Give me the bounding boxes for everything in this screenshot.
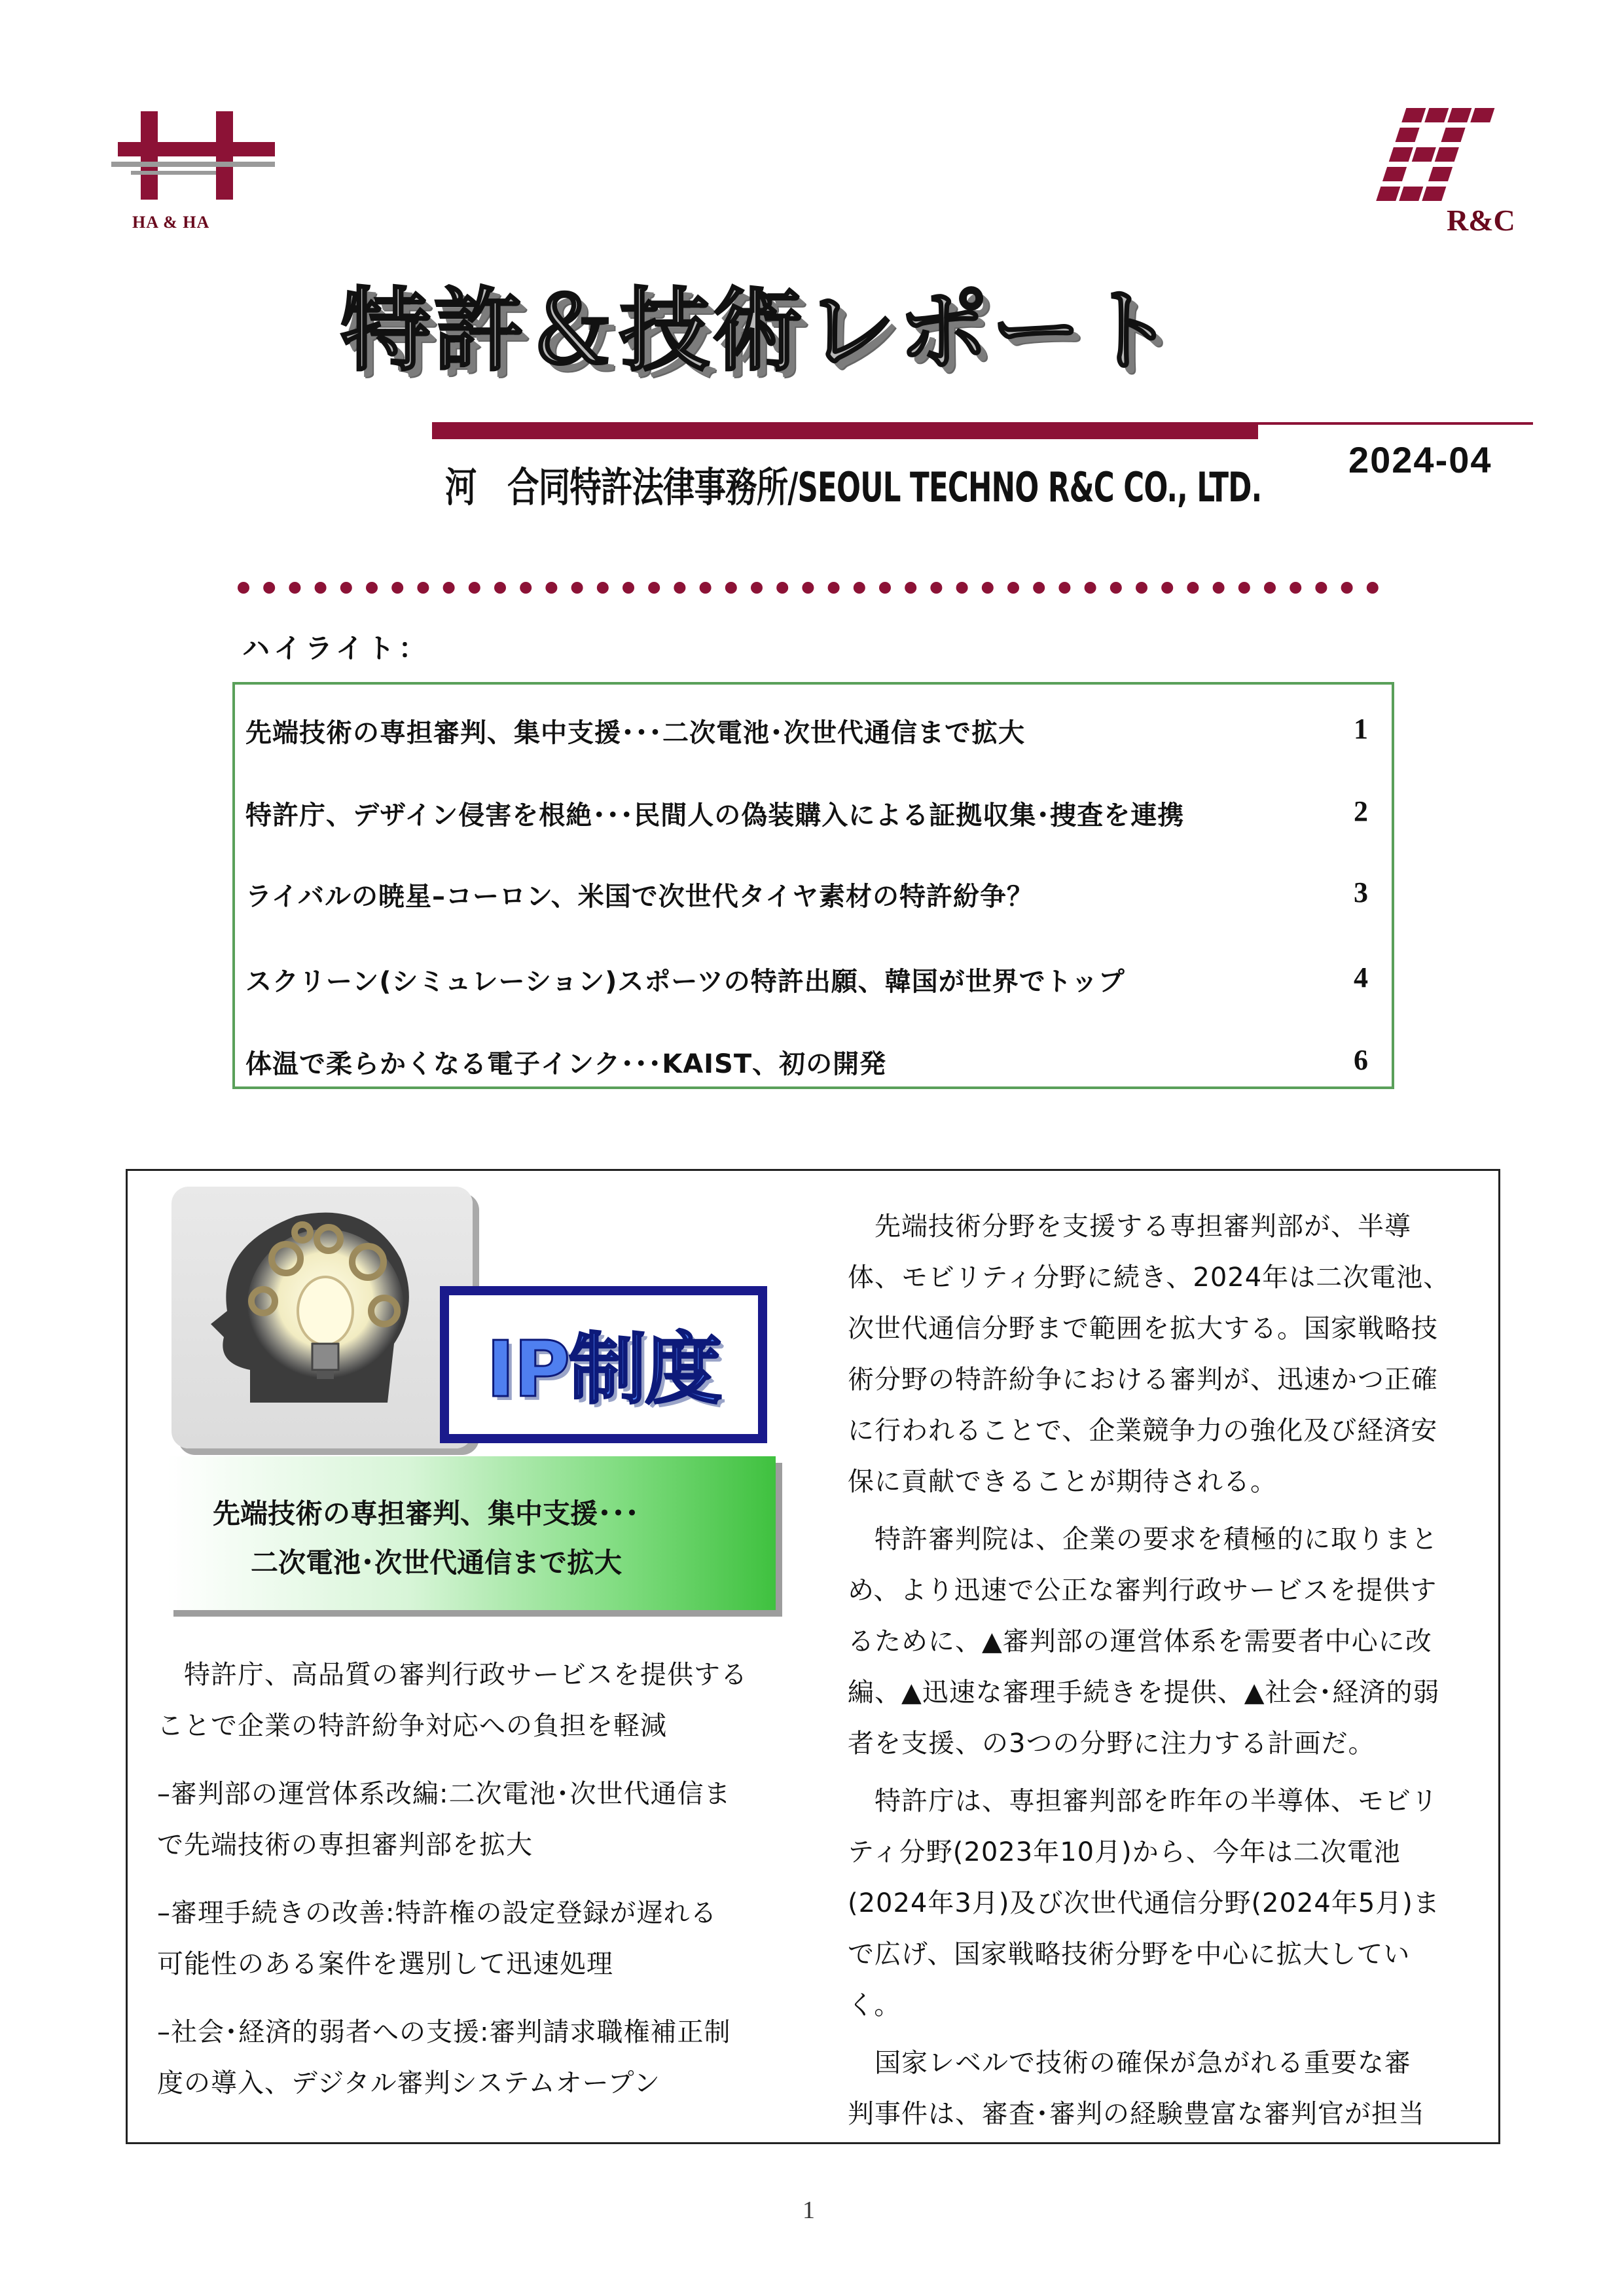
separator-dot [930, 582, 942, 594]
separator-dot [1341, 582, 1353, 594]
logo-right-caption: R&C [1447, 204, 1515, 237]
separator-dot [1058, 582, 1070, 594]
separator-dot [648, 582, 660, 594]
issue-date: 2024-04 [1348, 439, 1492, 480]
logo-left-caption: HA & HA [132, 213, 210, 232]
separator-dot [802, 582, 814, 594]
separator-dot [1367, 582, 1379, 594]
title-underline-thin [1258, 422, 1533, 425]
toc-item-title: 先端技術の専担審判、集中支援･･･二次電池･次世代通信まで拡大 [245, 718, 1025, 748]
separator-dot [520, 582, 532, 594]
toc-item-page: 4 [1354, 961, 1368, 994]
separator-dot [1290, 582, 1301, 594]
summary-paragraph [157, 1649, 748, 1751]
firm-name: 河 合同特許法律事務所/SEOUL TECHNO R&C CO., LTD. [445, 463, 1262, 511]
text-line: く。 [848, 1990, 901, 2020]
separator-dot [1136, 582, 1147, 594]
highlights-label: ハイライト： [242, 632, 430, 664]
brain-lightbulb-icon [171, 1187, 473, 1448]
separator-dot [494, 582, 506, 594]
text-line: 国家レベルで技術の確保が急がれる重要な審 [848, 2048, 1411, 2078]
text-line: –審理手続きの改善:特許権の設定登録が遅れる [157, 1898, 717, 1928]
text-line: ことで企業の特許紛争対応への負担を軽減 [157, 1711, 667, 1741]
ha-logo-mark-icon [111, 108, 281, 213]
separator-dot [982, 582, 994, 594]
separator-dot [571, 582, 583, 594]
separator-dot [1007, 582, 1019, 594]
page-number: 1 [803, 2197, 815, 2224]
text-line: 可能性のある案件を選別して迅速処理 [157, 1949, 613, 1979]
article-headline-line1: 先端技術の専担審判、集中支援･･･ [213, 1498, 640, 1530]
separator-dot [1315, 582, 1327, 594]
separator-dot [391, 582, 403, 594]
separator-dot [854, 582, 865, 594]
text-line: 判事件は、審査･審判の経験豊富な審判官が担当 [848, 2099, 1425, 2129]
text-line: (2024年3月)及び次世代通信分野(2024年5月)ま [848, 1888, 1440, 1918]
article-headline-banner [167, 1456, 776, 1610]
article-headline-line2: 二次電池･次世代通信まで拡大 [251, 1547, 623, 1579]
text-line: 特許審判院は、企業の要求を積極的に取りまと [848, 1524, 1438, 1554]
text-line: 編、▲迅速な審理手続きを提供、▲社会･経済的弱 [848, 1677, 1440, 1708]
toc-item-title: スクリーン(シミュレーション)スポーツの特許出願、韓国が世界でトップ [245, 967, 1125, 997]
body-paragraph [848, 2037, 1425, 2140]
seoul-techno-logo [1368, 105, 1551, 242]
separator-dot [956, 582, 968, 594]
body-paragraph [848, 1201, 1450, 1507]
separator-dot [879, 582, 891, 594]
separator-dot [905, 582, 916, 594]
separator-dot [417, 582, 429, 594]
separator-dot [469, 582, 480, 594]
toc-item-page: 1 [1354, 713, 1368, 745]
toc-item[interactable] [235, 1043, 1392, 1109]
text-line: 体、モビリティ分野に続き、2024年は二次電池、 [848, 1263, 1451, 1293]
toc-item-title: 特許庁、デザイン侵害を根絶･･･民間人の偽装購入による証拠収集･捜査を連携 [245, 800, 1185, 831]
separator-dot [725, 582, 737, 594]
ip-system-badge [440, 1286, 767, 1443]
ha-and-ha-logo [111, 108, 281, 239]
title-underline-bar [432, 422, 1258, 439]
separator-dot [776, 582, 788, 594]
separator-dot [623, 582, 634, 594]
toc-item[interactable] [235, 876, 1392, 941]
text-line: で先端技術の専担審判部を拡大 [157, 1830, 533, 1860]
text-line: 特許庁、高品質の審判行政サービスを提供する [157, 1660, 748, 1690]
toc-item[interactable] [235, 795, 1392, 860]
separator-dot [1187, 582, 1199, 594]
separator-dot [1264, 582, 1276, 594]
summary-bullet [157, 2007, 731, 2109]
summary-bullet [157, 1768, 731, 1871]
separator-dot [674, 582, 685, 594]
toc-item-page: 2 [1354, 795, 1368, 827]
separator-dot [443, 582, 455, 594]
text-line: –社会･経済的弱者への支援:審判請求職権補正制 [157, 2017, 731, 2047]
toc-item-page: 6 [1354, 1044, 1368, 1076]
text-line: に行われることで、企業競争力の強化及び経済安 [848, 1416, 1438, 1446]
text-line: 術分野の特許紛争における審判が、迅速かつ正確 [848, 1365, 1438, 1395]
body-paragraph [848, 1776, 1440, 2031]
toc-item-page: 3 [1354, 876, 1368, 908]
text-line: –審判部の運営体系改編:二次電池･次世代通信ま [157, 1779, 731, 1809]
text-line: で広げ、国家戦略技術分野を中心に拡大してい [848, 1939, 1411, 1969]
separator-dot [1213, 582, 1225, 594]
toc-item-title: 体温で柔らかくなる電子インク･･･KAIST、初の開発 [245, 1049, 887, 1079]
text-line: 次世代通信分野まで範囲を拡大する。国家戦略技 [848, 1314, 1438, 1344]
separator-dot [366, 582, 378, 594]
separator-dot [700, 582, 712, 594]
separator-dot [340, 582, 352, 594]
text-line: るために、▲審判部の運営体系を需要者中心に改 [848, 1626, 1432, 1657]
separator-dot [263, 582, 275, 594]
toc-item[interactable] [235, 712, 1392, 778]
separator-dot [238, 582, 249, 594]
ip-system-badge-text: IP制度 [486, 1324, 721, 1414]
text-line: ティ分野(2023年10月)から、今年は二次電池 [848, 1837, 1401, 1867]
highlights-box [232, 682, 1394, 1089]
report-title: 特許＆技術レポート [340, 278, 1178, 384]
separator-dot [1033, 582, 1045, 594]
separator-dot [1110, 582, 1122, 594]
text-line: 先端技術分野を支援する専担審判部が、半導 [848, 1211, 1411, 1242]
separator-dot [828, 582, 840, 594]
text-line: 度の導入、デジタル審判システムオープン [157, 2068, 660, 2098]
toc-item-title: ライバルの暁星–コーロン、米国で次世代タイヤ素材の特許紛争？ [245, 882, 1034, 912]
text-line: 保に貢献できることが期待される。 [848, 1467, 1277, 1497]
separator-dot [1161, 582, 1173, 594]
separator-dot [751, 582, 763, 594]
toc-item[interactable] [235, 961, 1392, 1026]
separator-dot [1085, 582, 1096, 594]
dotted-separator [236, 580, 1388, 596]
text-line: め、より迅速で公正な審判行政サービスを提供す [848, 1575, 1437, 1605]
text-line: 者を支援、の3つの分野に注力する計画だ。 [848, 1729, 1375, 1759]
separator-dot [315, 582, 327, 594]
summary-bullet [157, 1888, 717, 1990]
brain-illustration [171, 1187, 473, 1448]
separator-dot [545, 582, 557, 594]
text-line: 特許庁は、専担審判部を昨年の半導体、モビリ [848, 1786, 1438, 1816]
separator-dot [1238, 582, 1250, 594]
separator-dot [597, 582, 609, 594]
body-paragraph [848, 1514, 1440, 1769]
separator-dot [289, 582, 300, 594]
